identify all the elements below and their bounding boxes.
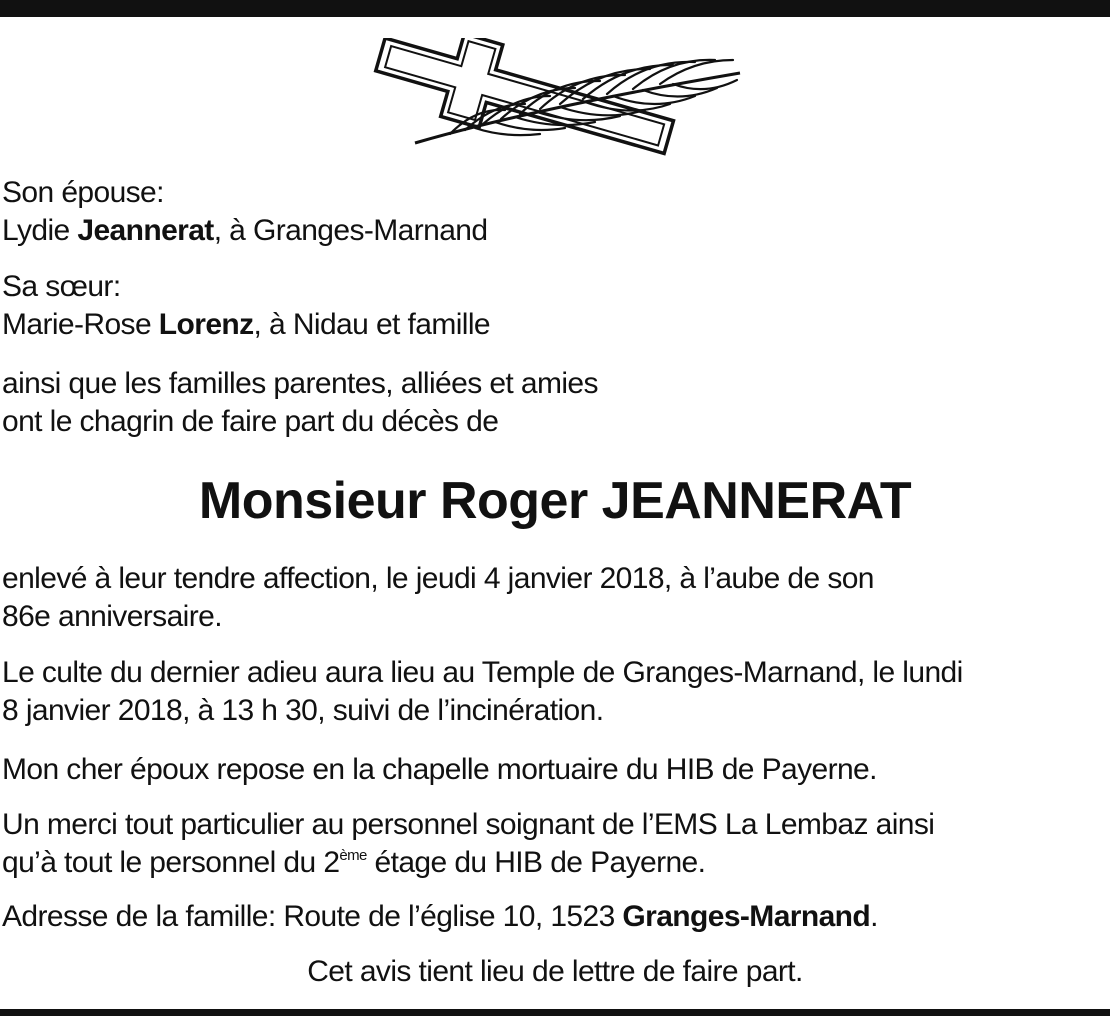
sister-location: , à Nidau et famille xyxy=(253,308,490,341)
death-paragraph xyxy=(2,560,1108,636)
death-line-1: enlevé à leur tendre affection, le jeudi 4 janvier 2018, à l’aube de son xyxy=(2,562,874,595)
family-line-1: ainsi que les familles parentes, alliées et amies xyxy=(2,367,598,400)
thanks-paragraph xyxy=(2,806,1108,882)
deceased-name: Monsieur Roger JEANNERAT xyxy=(198,472,912,530)
address-paragraph xyxy=(2,898,1108,936)
sister-last-name: Lorenz xyxy=(158,308,254,341)
family-line-2: ont le chagrin de faire part du décès de xyxy=(2,405,499,438)
cross-with-palm-frond-icon xyxy=(355,38,755,158)
sister-block xyxy=(2,268,1108,344)
thanks-line-2 xyxy=(2,844,1108,882)
sister-label: Sa sœur: xyxy=(2,270,121,303)
death-line-2: 86e anniversaire. xyxy=(2,600,222,633)
spouse-line xyxy=(2,212,1108,250)
sister-line xyxy=(2,306,1108,344)
spouse-label: Son épouse: xyxy=(2,176,164,209)
service-line-2: 8 janvier 2018, à 13 h 30, suivi de l’incinération. xyxy=(2,694,604,727)
thanks-line-1: Un merci tout particulier au personnel soignant de l’EMS La Lembaz ainsi xyxy=(2,808,935,841)
spouse-location: , à Granges-Marnand xyxy=(213,214,488,247)
address-start: Adresse de la famille: Route de l’église 10, 1523 xyxy=(2,900,623,933)
address-end: . xyxy=(870,900,878,933)
family-block xyxy=(2,365,1108,441)
spouse-first-name: Lydie xyxy=(2,214,70,247)
rest-paragraph xyxy=(2,751,1108,789)
bottom-rule xyxy=(0,1009,1110,1016)
top-rule xyxy=(0,0,1110,17)
rest-line: Mon cher époux repose en la chapelle mortuaire du HIB de Payerne. xyxy=(2,753,877,786)
closing-line: Cet avis tient lieu de lettre de faire part. xyxy=(307,955,803,988)
thanks-line-2-end: étage du HIB de Payerne. xyxy=(366,846,706,879)
floor-ordinal-superscript: ème xyxy=(339,847,367,864)
address-town: Granges-Marnand xyxy=(622,900,871,933)
service-paragraph xyxy=(2,654,1108,730)
spouse-last-name: Jeannerat xyxy=(77,214,214,247)
thanks-line-2-start: qu’à tout le personnel du 2 xyxy=(2,846,340,879)
spouse-block xyxy=(2,174,1108,250)
service-line-1: Le culte du dernier adieu aura lieu au Temple de Granges-Marnand, le lundi xyxy=(2,656,963,689)
address-line xyxy=(2,898,1108,936)
sister-first-name: Marie-Rose xyxy=(2,308,152,341)
